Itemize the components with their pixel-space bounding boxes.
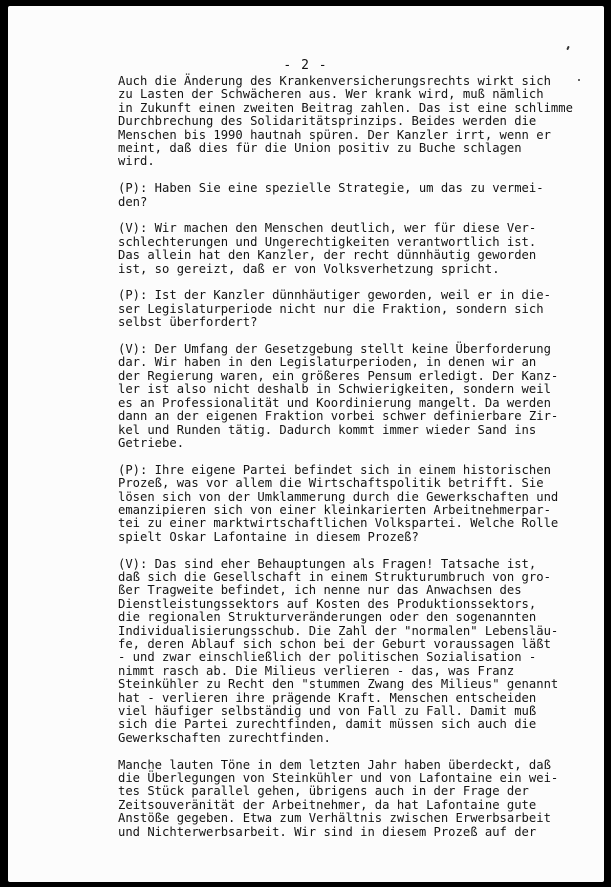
text-line: (P): Haben Sie eine spezielle Strategie, um das zu vermei-: [118, 181, 544, 196]
text-line: Steinkühler zu Recht den "stummen Zwang des Milieus" genannt: [118, 677, 559, 692]
text-line: daß sich die Gesellschaft in einem Strukturumbruch von gro-: [118, 569, 551, 584]
text-line: Anstöße gegeben. Etwa zum Verhältnis zwischen Erwerbsarbeit: [118, 811, 551, 826]
paragraph: [118, 343, 568, 450]
text-line: hat - verlieren ihre prägende Kraft. Menschen entscheiden: [118, 690, 537, 705]
text-line: die Überlegungen von Steinkühler und von Lafontaine ein wei-: [118, 771, 559, 786]
text-line: tes Stück parallel gehen, übrigens auch in der Frage der: [118, 784, 529, 799]
paragraph: [118, 464, 568, 544]
text-line: nimmt rasch ab. Die Milieus verlieren - das, was Franz: [118, 663, 515, 678]
text-line: Gewerkschaften zurechtfinden.: [118, 730, 331, 745]
text-line: Auch die Änderung des Krankenversicherungsrechts wirkt sich: [118, 74, 551, 88]
text-line: es an Professionalität und Koordinierung mangelt. Da werden: [118, 395, 551, 410]
text-line: die regionalen Strukturveränderungen oder den sogenannten: [118, 610, 537, 625]
paragraph: [118, 74, 573, 169]
text-line: Dienstleistungssektors auf Kosten des Produktionssektors,: [118, 596, 537, 611]
text-line: in Zukunft einen zweiten Beitrag zahlen. Das ist eine schlimme: [118, 100, 573, 115]
text-line: Individualisierungsschub. Die Zahl der "normalen" Lebensläu-: [118, 623, 559, 638]
text-line: der Regierung waren, ein größeres Pensum erledigt. Der Kanz-: [118, 368, 559, 383]
text-line: Manche lauten Töne in dem letzten Jahr haben überdeckt, daß: [118, 757, 551, 772]
text-line: schlechterungen und Ungerechtigkeiten verantwortlich ist.: [118, 234, 537, 249]
text-line: selbst überfordert?: [118, 315, 258, 330]
text-line: Prozeß, was vor allem die Wirtschaftspolitik betrifft. Sie: [118, 476, 544, 491]
text-line: Durchbrechung des Solidaritätsprinzips. Beides werden die: [118, 114, 537, 129]
text-line: ßer Tragweite befindet, ich nenne nur das Anwachsen des: [118, 583, 522, 598]
text-line: wird.: [118, 154, 155, 169]
text-line: emanzipieren sich von einer kleinkarierten Arbeitnehmerpar-: [118, 502, 551, 517]
text-line: ser Legislaturperiode nicht nur die Fraktion, sondern sich: [118, 301, 544, 316]
text-line: (P): Ist der Kanzler dünnhäutiger geworden, weil er in die-: [118, 288, 551, 303]
text-line: spielt Oskar Lafontaine in diesem Prozeß?: [118, 529, 419, 544]
text-line: den?: [118, 194, 148, 209]
text-line: zu Lasten der Schwächeren aus. Wer krank wird, muß nämlich: [118, 87, 544, 102]
text-line: fe, deren Ablauf sich schon bei der Geburt voraussagen läßt: [118, 636, 551, 651]
paragraph: [118, 222, 568, 276]
text-line: dann an der eigenen Fraktion vorbei schwer definierbare Zir-: [118, 409, 559, 424]
paragraph: [118, 558, 568, 746]
text-line: kel und Runden tätig. Dadurch kommt immer wieder Sand ins: [118, 422, 537, 437]
paragraph: [118, 759, 568, 839]
text-line: viel häufiger selbständig und von Fall zu Fall. Damit muß: [118, 704, 537, 718]
text-line: - und zwar einschließlich der politischen Sozialisation -: [118, 650, 537, 665]
paragraph: [118, 182, 568, 209]
scan-speck: [578, 79, 580, 81]
text-line: lösen sich von der Umklammerung durch die Gewerkschaften und: [118, 489, 559, 504]
page-number: - 2 -: [283, 58, 328, 73]
text-line: ist, so gereizt, daß er von Volksverhetzung spricht.: [118, 261, 500, 276]
text-line: Das allein hat den Kanzler, der recht dünnhäutig geworden: [118, 248, 537, 263]
document-body: [118, 74, 573, 852]
text-line: dar. Wir haben in den Legislaturperioden, in denen wir an: [118, 355, 537, 370]
text-line: tei zu einer marktwirtschaftlichen Volkspartei. Welche Rolle: [118, 516, 559, 531]
text-line: und Nichterwerbsarbeit. Wir sind in diesem Prozeß auf der: [118, 824, 537, 839]
text-line: ler ist also nicht deshalb in Schwierigkeiten, sondern weil: [118, 382, 551, 397]
text-line: meint, daß dies für die Union positiv zu Buche schlagen: [118, 141, 522, 156]
text-line: Zeitsouveränität der Arbeitnehmer, da hat Lafontaine gute: [118, 797, 537, 812]
text-line: (V): Wir machen den Menschen deutlich, wer für diese Ver-: [118, 221, 537, 236]
text-line: sich die Partei zurechtfinden, damit müssen sich auch die: [118, 717, 537, 732]
text-line: (V): Der Umfang der Gesetzgebung stellt keine Überforderung: [118, 342, 551, 357]
text-line: (V): Das sind eher Behauptungen als Fragen! Tatsache ist,: [118, 556, 537, 571]
text-line: (P): Ihre eigene Partei befindet sich in einem historischen: [118, 462, 551, 477]
paragraph: [118, 289, 568, 329]
text-line: Getriebe.: [118, 435, 185, 450]
text-line: Menschen bis 1990 hautnah spüren. Der Kanzler irrt, wenn er: [118, 127, 551, 142]
